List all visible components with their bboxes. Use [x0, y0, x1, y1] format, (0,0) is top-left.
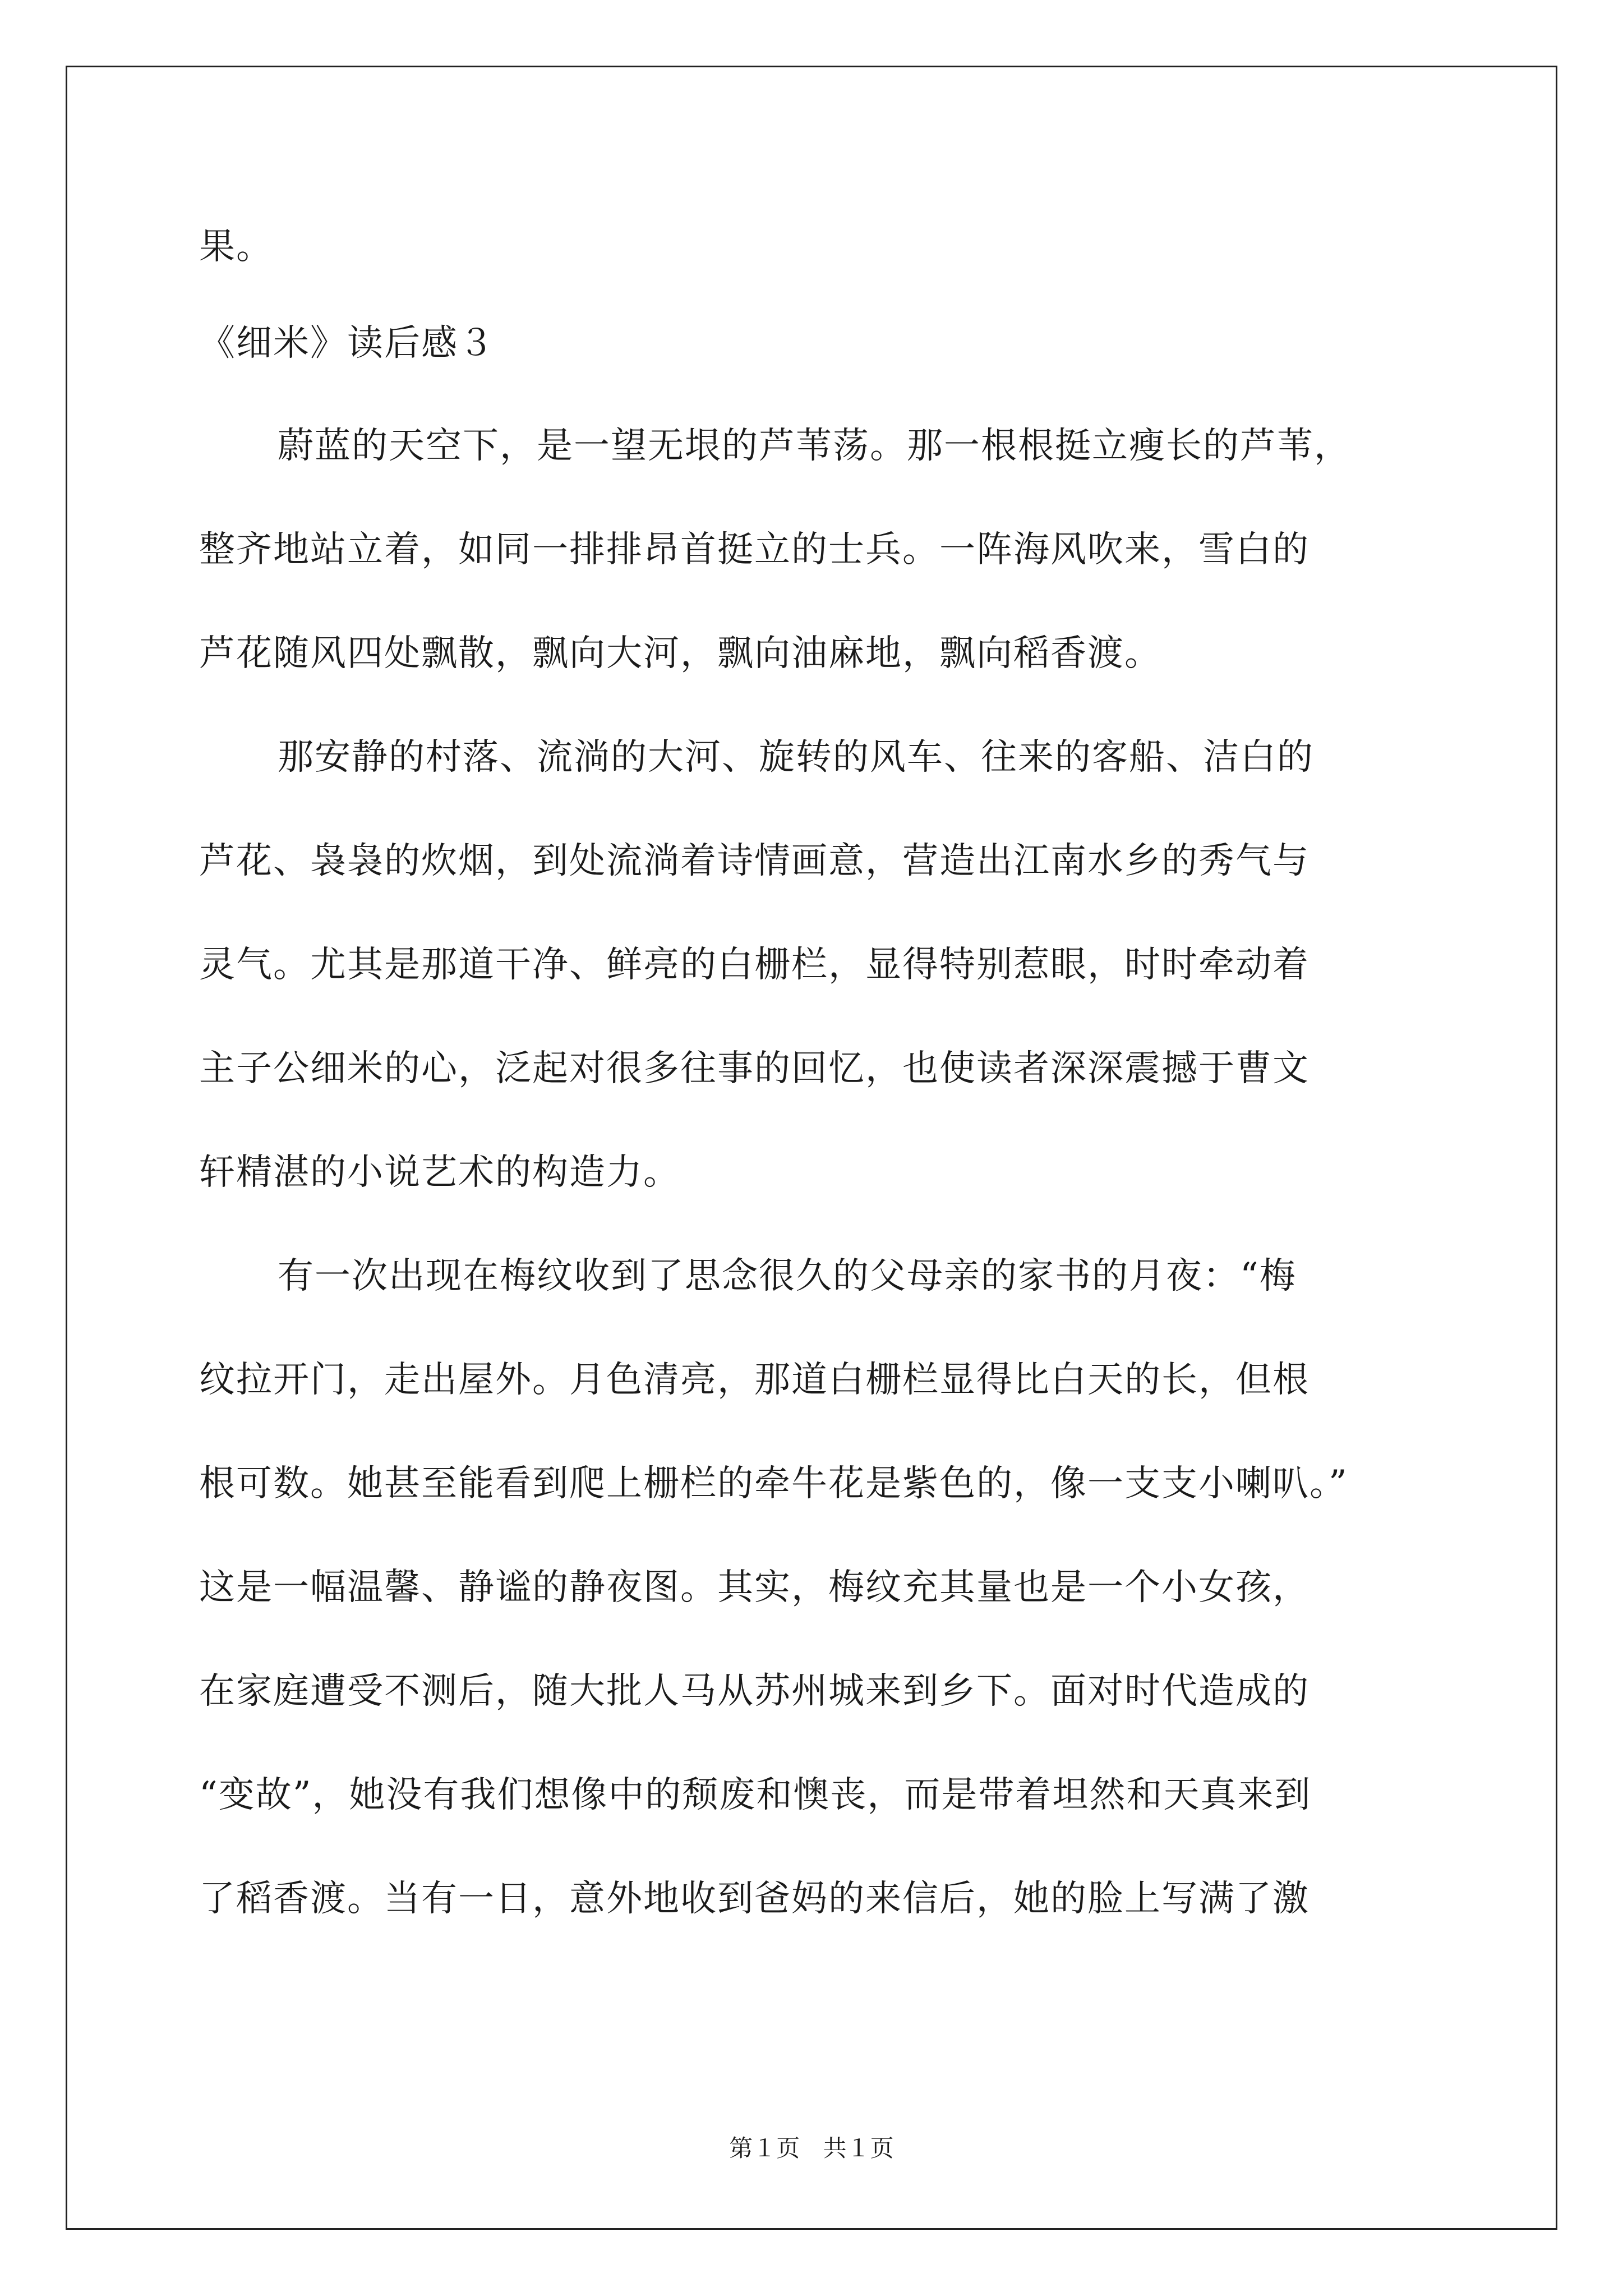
- text-line: 芦花、袅袅的炊烟，到处流淌着诗情画意，营造出江南水乡的秀气与: [199, 840, 1310, 882]
- text-line: 那安静的村落、流淌的大河、旋转的风车、往来的客船、洁白的: [278, 737, 1314, 778]
- text-line: 根可数。她甚至能看到爬上栅栏的牵牛花是紫色的，像一支支小喇叭。”: [199, 1463, 1348, 1504]
- text-line: 灵气。尤其是那道干净、鲜亮的白栅栏，显得特别惹眼，时时牵动着: [199, 944, 1310, 986]
- text-line: 纹拉开门，走出屋外。月色清亮，那道白栅栏显得比白天的长，但根: [199, 1359, 1310, 1401]
- text-line: 芦花随风四处飘散，飘向大河，飘向油麻地，飘向稻香渡。: [199, 633, 1161, 674]
- text-line: 轩精湛的小说艺术的构造力。: [199, 1152, 680, 1193]
- text-line: 主子公细米的心，泛起对很多往事的回忆，也使读者深深震撼于曹文: [199, 1048, 1310, 1089]
- text-line: 这是一幅温馨、静谧的静夜图。其实，梅纹充其量也是一个小女孩，: [199, 1567, 1310, 1608]
- text-line: 有一次出现在梅纹收到了思念很久的父母亲的家书的月夜：“梅: [278, 1255, 1297, 1297]
- section-title: 《细米》读后感３: [199, 323, 495, 364]
- page-total: 共１页: [823, 2134, 894, 2162]
- page-footer: [0, 2132, 1623, 2165]
- text-line: “变故”，她没有我们想像中的颓废和懊丧，而是带着坦然和天真来到: [199, 1774, 1312, 1816]
- text-line: 蔚蓝的天空下，是一望无垠的芦苇荡。那一根根挺立瘦长的芦苇，: [278, 425, 1351, 467]
- text-line: 整齐地站立着，如同一排排昂首挺立的士兵。一阵海风吹来，雪白的: [199, 529, 1310, 570]
- text-line: 在家庭遭受不测后，随大批人马从苏州城来到乡下。面对时代造成的: [199, 1671, 1310, 1712]
- page-number: 第１页: [729, 2134, 800, 2162]
- text-line: 果。: [199, 226, 273, 268]
- text-line: 了稻香渡。当有一日，意外地收到爸妈的来信后，她的脸上写满了激: [199, 1878, 1310, 1920]
